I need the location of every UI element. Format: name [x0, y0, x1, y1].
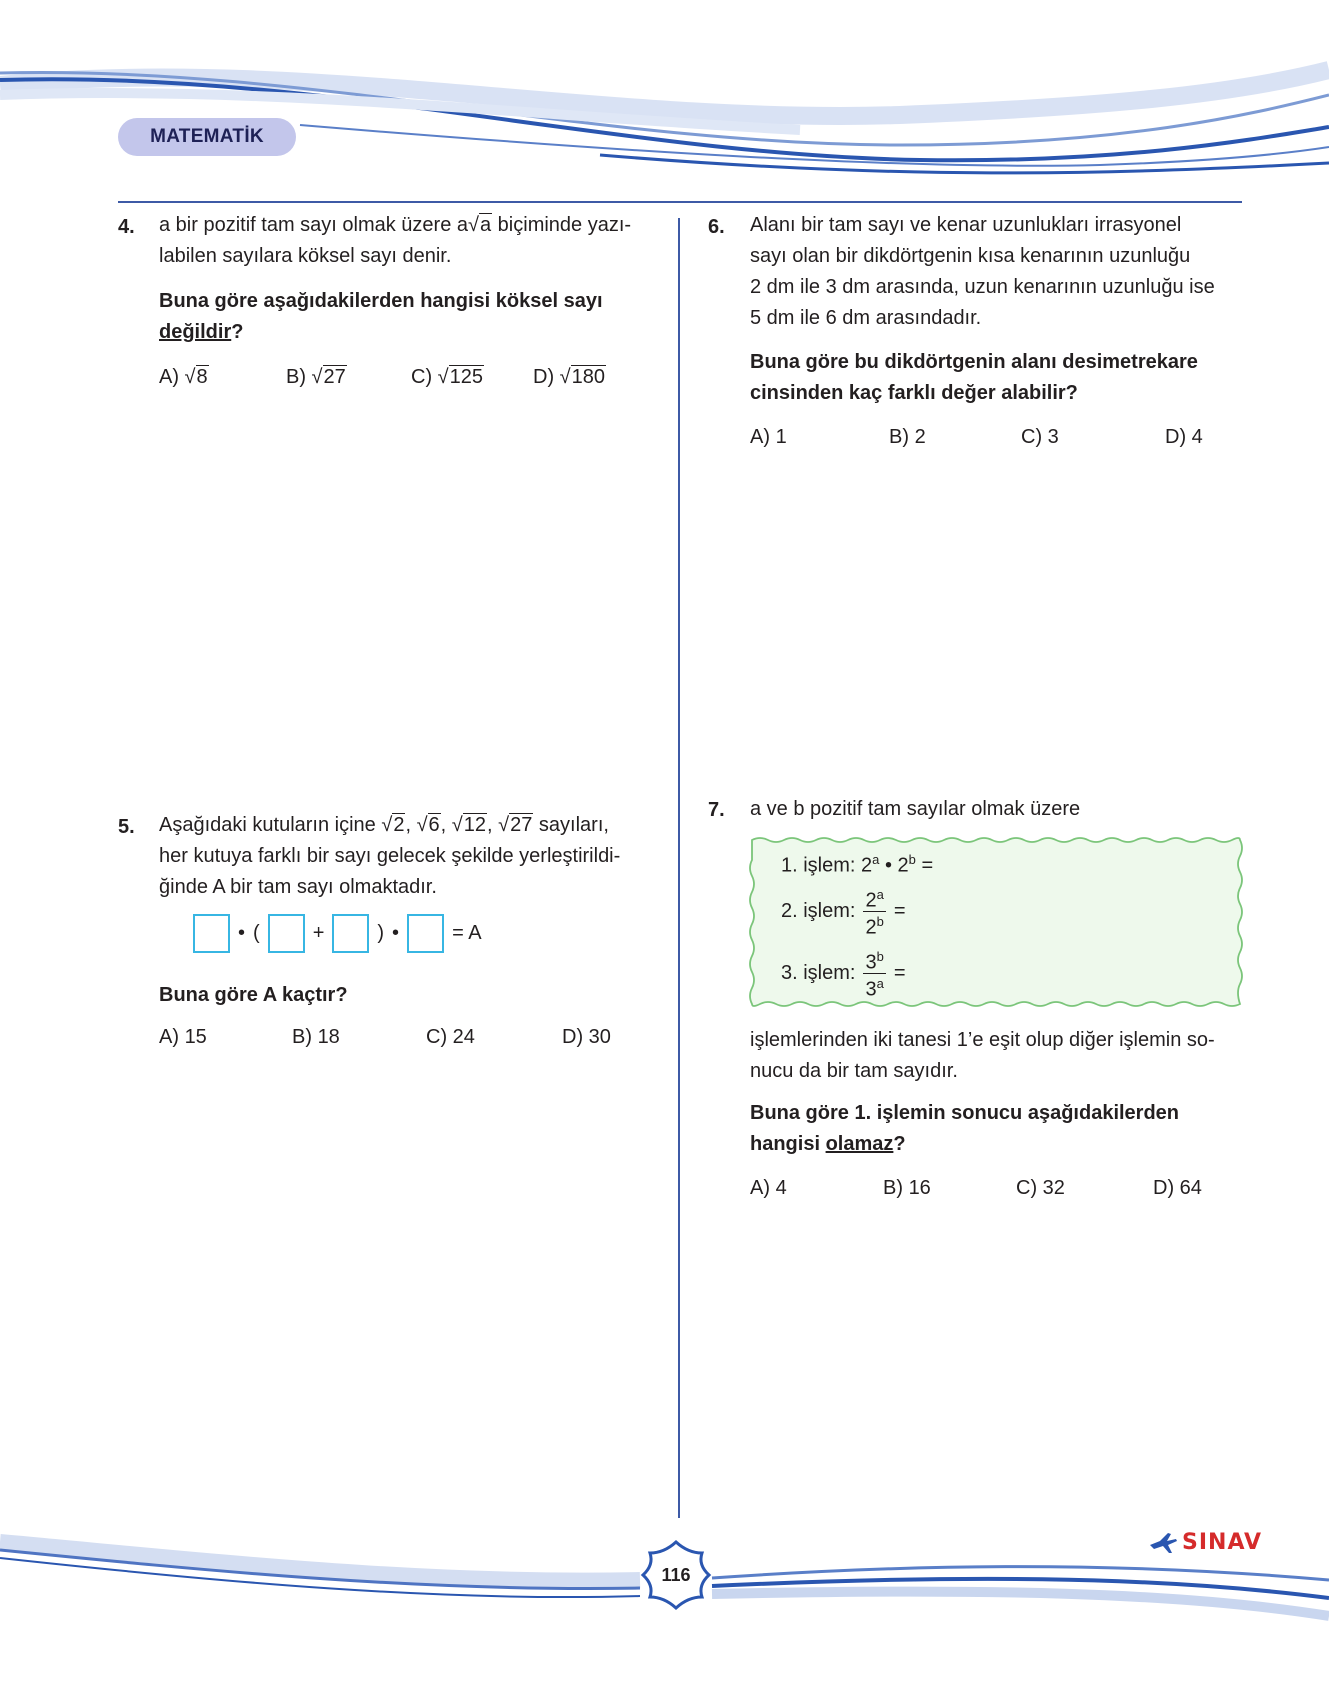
question-4-radicand: a	[480, 214, 492, 236]
base: 2	[861, 854, 873, 877]
question-7-after-line-1: işlemlerinden iki tanesi 1’e eşit olup diğer işlemin so-	[750, 1029, 1215, 1051]
exponent: b	[876, 913, 884, 929]
question-4-number: 4.	[118, 216, 135, 238]
question-4-prompt	[159, 286, 659, 348]
exponent: b	[908, 852, 916, 867]
fraction	[863, 947, 885, 999]
option-value: 24	[452, 1026, 475, 1048]
operation-1	[781, 852, 933, 878]
question-5-formula	[193, 914, 482, 953]
operation-1-label: 1. işlem:	[781, 854, 856, 877]
question-4-option-c[interactable]: C) √125	[411, 366, 484, 388]
operation-2	[781, 885, 906, 937]
question-6-option-a[interactable]	[750, 426, 787, 449]
question-7-after-text	[750, 1025, 1250, 1087]
question-7-prompt	[750, 1098, 1250, 1160]
option-value: 30	[588, 1026, 611, 1048]
option-label: B)	[889, 426, 909, 448]
question-5-option-b[interactable]	[292, 1026, 340, 1049]
exponent: a	[876, 975, 884, 991]
question-7-prompt-start: hangisi	[750, 1133, 826, 1155]
option-value: 8	[196, 366, 208, 388]
question-7-prompt-emphasis: olamaz	[825, 1133, 894, 1155]
base: 2	[865, 889, 877, 912]
question-6-prompt-line-1: Buna göre bu dikdörtgenin alanı desimetrekare	[750, 351, 1198, 373]
operation-3-label: 3. işlem:	[781, 961, 856, 984]
option-value: 27	[323, 366, 346, 388]
option-label: D)	[533, 366, 555, 388]
option-value: 2	[914, 426, 926, 448]
column-divider	[678, 218, 680, 1518]
question-5-line-1: Aşağıdaki kutuların içine √2, √6, √12, √27 sayıları,	[159, 814, 609, 836]
operation-3	[781, 947, 906, 999]
question-7-option-c[interactable]	[1016, 1177, 1065, 1200]
numerator	[863, 947, 885, 974]
page-number: 116	[661, 1564, 691, 1585]
denominator	[865, 974, 883, 1000]
equals-sign: =	[893, 961, 906, 984]
root-27: 27	[510, 814, 533, 836]
option-label: D)	[1153, 1177, 1175, 1199]
question-6-option-b[interactable]	[889, 426, 926, 449]
option-value: 1	[775, 426, 787, 448]
root-2: 2	[393, 814, 405, 836]
question-4-line-1-end: biçiminde yazı-	[492, 214, 632, 236]
question-6-option-c[interactable]	[1021, 426, 1059, 449]
question-6-line-3: 2 dm ile 3 dm arasında, uzun kenarının uzunluğu ise	[750, 276, 1215, 298]
option-value: 64	[1179, 1177, 1202, 1199]
question-5-line-2: her kutuya farklı bir sayı gelecek şekilde yerleştirildi-	[159, 845, 621, 867]
question-4-line-1: a bir pozitif tam sayı olmak üzere a√a biçiminde yazı-	[159, 214, 632, 236]
subject-pill: MATEMATİK	[118, 118, 296, 156]
option-label: C)	[1021, 426, 1043, 448]
base: 2	[865, 916, 877, 939]
brand-name: SINAV	[1182, 1530, 1263, 1555]
open-paren: (	[253, 922, 260, 944]
plane-icon	[1148, 1531, 1178, 1555]
close-paren: )	[377, 922, 385, 944]
question-7-prompt-end: ?	[893, 1133, 906, 1155]
question-7-prompt-line-2	[750, 1129, 1250, 1160]
option-label: D)	[1165, 426, 1187, 448]
question-7-prompt-line-1: Buna göre 1. işlemin sonucu aşağıdakilerden	[750, 1102, 1180, 1124]
question-7-number: 7.	[708, 799, 725, 821]
question-6-line-4: 5 dm ile 6 dm arasındadır.	[750, 307, 982, 329]
base: 3	[865, 978, 877, 1001]
question-5-option-c[interactable]	[426, 1026, 475, 1049]
answer-box-2[interactable]	[268, 914, 305, 953]
option-label: A)	[159, 1026, 179, 1048]
question-4-text	[159, 210, 659, 272]
question-7-option-a[interactable]	[750, 1177, 787, 1200]
question-4-option-a[interactable]: A) √8	[159, 366, 208, 388]
exponent: a	[876, 887, 884, 902]
question-6-option-d[interactable]	[1165, 426, 1203, 449]
option-label: B)	[292, 1026, 312, 1048]
question-4-line-2: labilen sayılara köksel sayı denir.	[159, 245, 452, 267]
dot-symbol: •	[392, 922, 400, 944]
base: 3	[865, 951, 877, 974]
question-4-prompt-line-2	[159, 317, 659, 348]
answer-box-4[interactable]	[407, 914, 444, 953]
exponent: a	[872, 852, 880, 867]
question-5-text	[159, 810, 669, 903]
question-6-line-2: sayı olan bir dikdörtgenin kısa kenarının uzunluğu	[750, 245, 1191, 267]
question-7-after-line-2: nucu da bir tam sayıdır.	[750, 1060, 958, 1082]
plus-symbol: +	[312, 922, 325, 944]
question-5-option-a[interactable]	[159, 1026, 207, 1049]
option-label: B)	[883, 1177, 903, 1199]
denominator	[865, 912, 883, 938]
option-value: 4	[1191, 426, 1203, 448]
dot-symbol: •	[884, 854, 892, 877]
question-6-line-1: Alanı bir tam sayı ve kenar uzunlukları irrasyonel	[750, 214, 1182, 236]
option-label: A)	[159, 366, 179, 388]
root-6: 6	[428, 814, 440, 836]
fraction	[863, 885, 885, 937]
equals-sign: =	[893, 899, 906, 922]
option-value: 3	[1047, 426, 1059, 448]
question-4-option-b[interactable]: B) √27	[286, 366, 346, 388]
option-label: C)	[411, 366, 433, 388]
option-value: 15	[184, 1026, 207, 1048]
option-value: 32	[1042, 1177, 1065, 1199]
top-rule	[118, 201, 1242, 203]
question-5-number: 5.	[118, 816, 135, 838]
question-6-number: 6.	[708, 216, 725, 238]
question-4-line-1-start: a bir pozitif tam sayı olmak üzere a	[159, 214, 469, 236]
option-value: 180	[571, 366, 606, 388]
option-value: 16	[908, 1177, 931, 1199]
question-5-prompt: Buna göre A kaçtır?	[159, 984, 348, 1006]
question-5-option-d[interactable]	[562, 1026, 611, 1049]
base: 2	[897, 854, 909, 877]
brand-logo	[1148, 1530, 1262, 1555]
option-label: A)	[750, 426, 770, 448]
option-value: 18	[317, 1026, 340, 1048]
option-label: A)	[750, 1177, 770, 1199]
question-6-prompt-line-2: cinsinden kaç farklı değer alabilir?	[750, 382, 1078, 404]
option-label: C)	[1016, 1177, 1038, 1199]
question-6-prompt	[750, 347, 1250, 409]
question-7-intro: a ve b pozitif tam sayılar olmak üzere	[750, 798, 1081, 820]
answer-box-1[interactable]	[193, 914, 230, 953]
option-label: B)	[286, 366, 306, 388]
question-6-text	[750, 210, 1250, 334]
option-label: C)	[426, 1026, 448, 1048]
dot-symbol: •	[238, 922, 246, 944]
question-4-prompt-end: ?	[231, 321, 244, 343]
equals-sign: =	[921, 854, 934, 877]
operation-2-label: 2. işlem:	[781, 899, 856, 922]
question-5-line-1-start: Aşağıdaki kutuların içine	[159, 814, 382, 836]
equals-a: = A	[452, 922, 482, 944]
numerator	[863, 885, 885, 912]
answer-box-3[interactable]	[332, 914, 369, 953]
option-value: 4	[775, 1177, 787, 1199]
question-4-prompt-line-1: Buna göre aşağıdakilerden hangisi köksel sayı	[159, 290, 603, 312]
question-4-option-d[interactable]: D) √180	[533, 366, 606, 388]
option-label: D)	[562, 1026, 584, 1048]
root-12: 12	[463, 814, 487, 836]
question-7-option-d[interactable]	[1153, 1177, 1202, 1200]
question-5-line-1-end: sayıları,	[533, 814, 609, 836]
exponent: b	[876, 949, 884, 964]
question-5-line-3: ğinde A bir tam sayı olmaktadır.	[159, 876, 437, 898]
question-4-prompt-emphasis: değildir	[159, 321, 232, 343]
question-7-option-b[interactable]	[883, 1177, 931, 1200]
option-value: 125	[449, 366, 484, 388]
